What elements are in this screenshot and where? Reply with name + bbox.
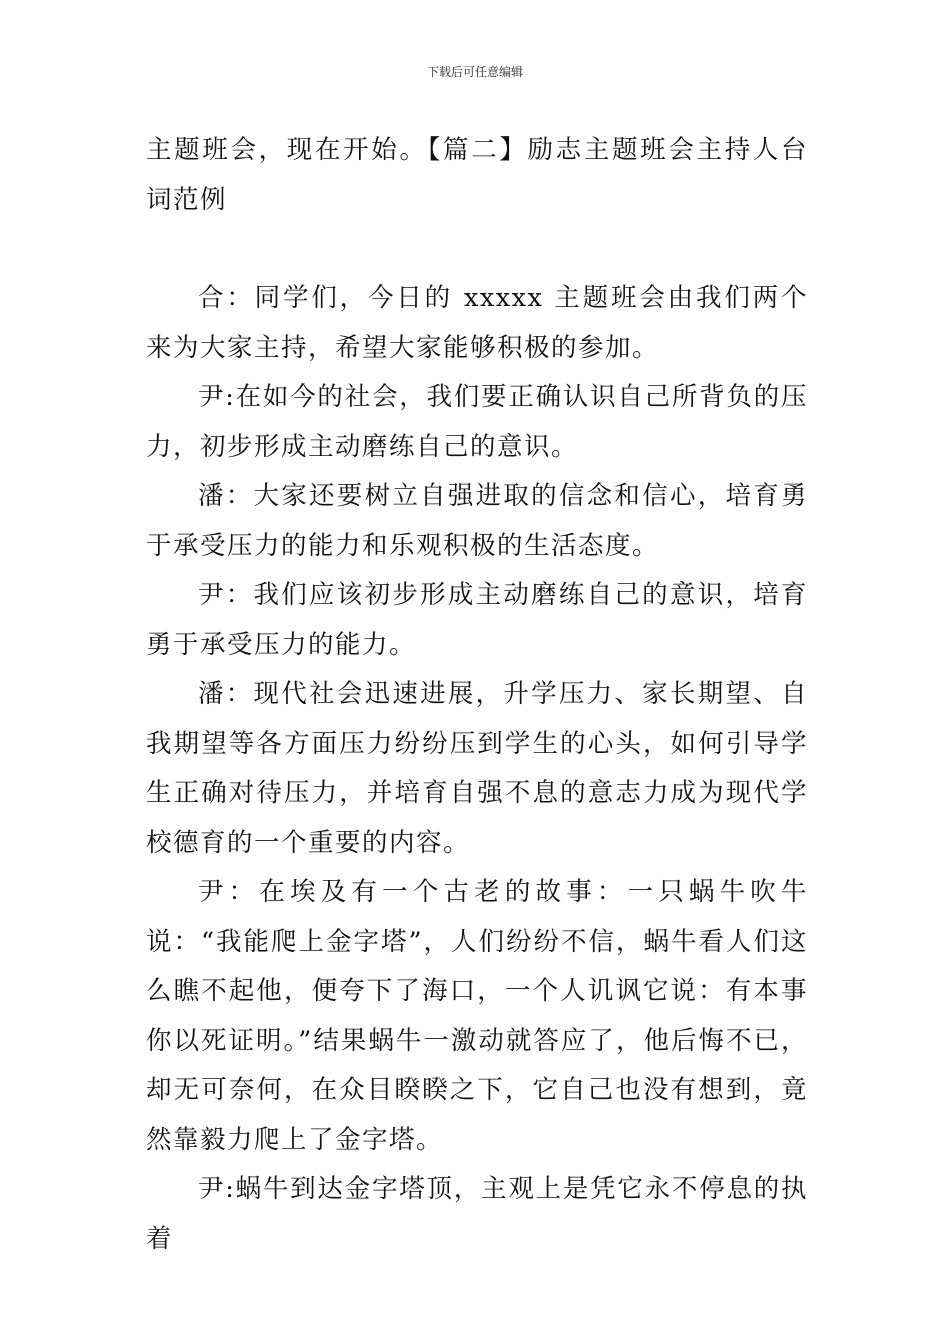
paragraph-dialogue-yin-4: 尹:蜗牛到达金字塔顶，主观上是凭它永不停息的执着	[146, 1174, 808, 1254]
paragraph-dialogue-yin-3: 尹：在埃及有一个古老的故事：一只蜗牛吹牛说：“我能爬上金字塔”，人们纷纷不信，蜗牛看人们这么瞧不起他，便夸下了海口，一个人讥讽它说：有本事你以死证明。”结果蜗牛一激动就答应了，他后悔不已，却无可奈何，在众目睽睽之下，它自己也没有想到，竟然靠毅力爬上了金字塔。	[146, 877, 808, 1155]
paragraph-dialogue-yin-1: 尹:在如今的社会，我们要正确认识自己所背负的压力，初步形成主动磨练自己的意识。	[146, 382, 808, 462]
paragraph-title-continuation: 主题班会，现在开始。【篇二】励志主题班会主持人台词范例	[146, 135, 808, 215]
document-body	[146, 126, 808, 1264]
paragraph-gap	[146, 225, 808, 274]
paragraph-dialogue-pan-2: 潘：现代社会迅速进展，升学压力、家长期望、自我期望等各方面压力纷纷压到学生的心头，如何引导学生正确对待压力，并培育自强不息的意志力成为现代学校德育的一个重要的内容。	[146, 679, 808, 858]
paragraph-dialogue-yin-2: 尹：我们应该初步形成主动磨练自己的意识，培育勇于承受压力的能力。	[146, 580, 808, 660]
paragraph-dialogue-pan-1: 潘：大家还要树立自强进取的信念和信心，培育勇于承受压力的能力和乐观积极的生活态度。	[146, 481, 808, 561]
paragraph-dialogue-he: 合：同学们，今日的 xxxxx 主题班会由我们两个来为大家主持，希望大家能够积极的参加。	[146, 283, 808, 363]
page-header: 下载后可任意编辑	[426, 65, 523, 79]
